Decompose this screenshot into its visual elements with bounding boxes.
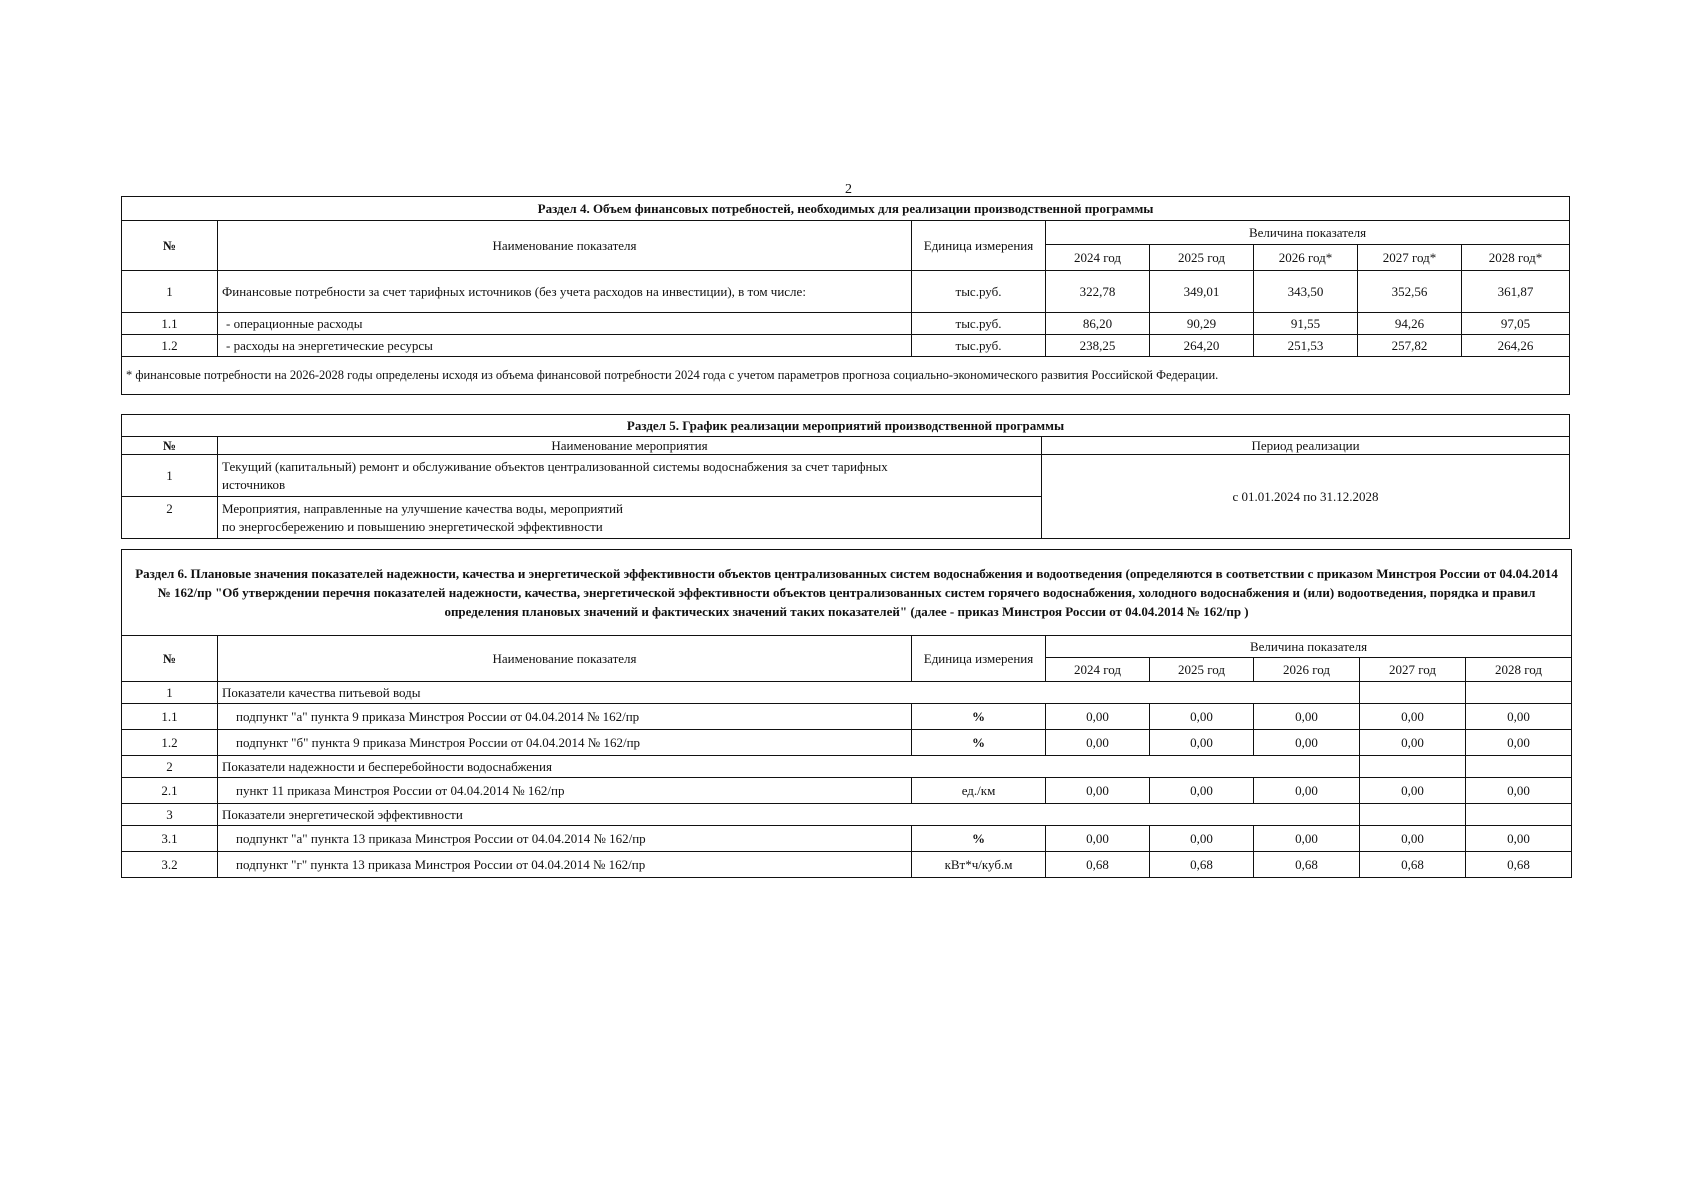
row-value: 0,00 <box>1466 778 1572 804</box>
col-name-header: Наименование показателя <box>218 221 912 271</box>
group-row <box>122 804 1572 826</box>
year-header: 2025 год <box>1150 658 1254 682</box>
row-value: 0,00 <box>1046 730 1150 756</box>
col-number-header: № <box>122 636 218 682</box>
row-value: 264,20 <box>1150 335 1254 357</box>
row-name: - операционные расходы <box>218 313 912 335</box>
table-row <box>122 271 1570 313</box>
row-value: 0,00 <box>1254 826 1360 852</box>
col-period-header: Период реализации <box>1042 437 1570 455</box>
row-name: пункт 11 приказа Минстроя России от 04.04.2014 № 162/пр <box>218 778 912 804</box>
row-value: 0,68 <box>1466 852 1572 878</box>
row-name-line: Текущий (капитальный) ремонт и обслуживание объектов централизованной системы водоснабжения за счет тарифных <box>222 458 888 474</box>
row-value: 0,00 <box>1150 778 1254 804</box>
implementation-period: с 01.01.2024 по 31.12.2028 <box>1042 455 1570 539</box>
empty-cell <box>1466 682 1572 704</box>
row-number: 1 <box>122 455 218 497</box>
section4-footnote: * финансовые потребности на 2026-2028 годы определены исходя из объема финансовой потребности 2024 года с учетом параметров прогноза социально-экономического развития Российской Федерации. <box>122 357 1570 395</box>
table-row <box>122 704 1572 730</box>
section6-table <box>121 549 1572 878</box>
section5-title: Раздел 5. График реализации мероприятий производственной программы <box>122 415 1570 437</box>
col-number-header: № <box>122 221 218 271</box>
group-number: 1 <box>122 682 218 704</box>
row-value: 0,68 <box>1360 852 1466 878</box>
row-value: 343,50 <box>1254 271 1358 313</box>
row-value: 0,00 <box>1466 730 1572 756</box>
col-unit-header: Единица измерения <box>912 636 1046 682</box>
empty-cell <box>1360 756 1466 778</box>
group-row <box>122 756 1572 778</box>
row-value: 0,00 <box>1466 704 1572 730</box>
row-name-line: Мероприятия, направленные на улучшение качества воды, мероприятий <box>222 500 623 516</box>
row-value: 0,00 <box>1150 704 1254 730</box>
row-value: 97,05 <box>1462 313 1570 335</box>
row-number: 1 <box>122 271 218 313</box>
page-number: 2 <box>845 182 852 197</box>
group-number: 2 <box>122 756 218 778</box>
group-name: Показатели энергетической эффективности <box>218 804 1360 826</box>
year-header: 2028 год <box>1466 658 1572 682</box>
year-header: 2024 год <box>1046 658 1150 682</box>
row-name <box>218 497 1042 539</box>
row-unit: тыс.руб. <box>912 271 1046 313</box>
row-value: 322,78 <box>1046 271 1150 313</box>
year-header: 2024 год <box>1046 245 1150 271</box>
row-name: Финансовые потребности за счет тарифных источников (без учета расходов на инвестиции), в том числе: <box>218 271 912 313</box>
row-value: 361,87 <box>1462 271 1570 313</box>
row-number: 1.2 <box>122 730 218 756</box>
row-value: 86,20 <box>1046 313 1150 335</box>
table-row <box>122 826 1572 852</box>
row-number: 3.1 <box>122 826 218 852</box>
row-unit: % <box>912 826 1046 852</box>
row-name: - расходы на энергетические ресурсы <box>218 335 912 357</box>
row-value: 0,00 <box>1046 826 1150 852</box>
year-header: 2028 год* <box>1462 245 1570 271</box>
row-name: подпункт "г" пункта 13 приказа Минстроя России от 04.04.2014 № 162/пр <box>218 852 912 878</box>
row-unit: % <box>912 704 1046 730</box>
empty-cell <box>1466 756 1572 778</box>
row-value: 0,00 <box>1360 730 1466 756</box>
row-number: 1.2 <box>122 335 218 357</box>
row-value: 90,29 <box>1150 313 1254 335</box>
table-row <box>122 313 1570 335</box>
group-name: Показатели надежности и бесперебойности водоснабжения <box>218 756 1360 778</box>
col-value-header: Величина показателя <box>1046 221 1570 245</box>
row-value: 0,00 <box>1254 730 1360 756</box>
col-name-header: Наименование показателя <box>218 636 912 682</box>
row-value: 0,68 <box>1150 852 1254 878</box>
section6-title: Раздел 6. Плановые значения показателей надежности, качества и энергетической эффективности объектов централизованных систем водоснабжения и водоотведения (определяются в соответствии с приказом Минстроя России от 04.04.2014 № 162/пр "Об утверждении перечня показателей надежности, качества, энергетической эффективности объектов централизованных систем горячего водоснабжения, холодного водоснабжения и (или) водоотведения, порядка и правил определения плановых значений и фактических значений таких показателей" (далее - приказ Минстроя России от 04.04.2014 № 162/пр ) <box>122 550 1572 636</box>
row-value: 0,00 <box>1360 826 1466 852</box>
col-number-header: № <box>122 437 218 455</box>
empty-cell <box>1360 682 1466 704</box>
row-value: 349,01 <box>1150 271 1254 313</box>
row-value: 94,26 <box>1358 313 1462 335</box>
table-row <box>122 335 1570 357</box>
row-name-line: источников <box>222 476 286 492</box>
row-value: 0,00 <box>1046 778 1150 804</box>
row-unit: тыс.руб. <box>912 335 1046 357</box>
table-row <box>122 778 1572 804</box>
row-value: 0,00 <box>1254 778 1360 804</box>
row-value: 251,53 <box>1254 335 1358 357</box>
table-row <box>122 730 1572 756</box>
row-value: 0,00 <box>1150 730 1254 756</box>
row-unit: ед./км <box>912 778 1046 804</box>
group-row <box>122 682 1572 704</box>
empty-cell <box>1466 804 1572 826</box>
section4-table <box>121 196 1570 395</box>
row-number: 3.2 <box>122 852 218 878</box>
row-value: 0,00 <box>1360 778 1466 804</box>
row-value: 257,82 <box>1358 335 1462 357</box>
col-unit-header: Единица измерения <box>912 221 1046 271</box>
table-row <box>122 852 1572 878</box>
group-name: Показатели качества питьевой воды <box>218 682 1360 704</box>
row-unit: тыс.руб. <box>912 313 1046 335</box>
row-value: 238,25 <box>1046 335 1150 357</box>
row-value: 91,55 <box>1254 313 1358 335</box>
year-header: 2027 год* <box>1358 245 1462 271</box>
row-unit: кВт*ч/куб.м <box>912 852 1046 878</box>
row-value: 0,68 <box>1046 852 1150 878</box>
row-name: подпункт "а" пункта 9 приказа Минстроя России от 04.04.2014 № 162/пр <box>218 704 912 730</box>
table-row <box>122 455 1570 497</box>
row-value: 0,00 <box>1254 704 1360 730</box>
row-name: подпункт "б" пункта 9 приказа Минстроя России от 04.04.2014 № 162/пр <box>218 730 912 756</box>
year-header: 2027 год <box>1360 658 1466 682</box>
row-number: 2.1 <box>122 778 218 804</box>
row-name <box>218 455 1042 497</box>
row-value: 0,00 <box>1150 826 1254 852</box>
col-name-header: Наименование мероприятия <box>218 437 1042 455</box>
section5-table <box>121 414 1570 539</box>
row-number: 1.1 <box>122 313 218 335</box>
row-number: 1.1 <box>122 704 218 730</box>
empty-cell <box>1360 804 1466 826</box>
row-name: подпункт "а" пункта 13 приказа Минстроя России от 04.04.2014 № 162/пр <box>218 826 912 852</box>
group-number: 3 <box>122 804 218 826</box>
row-number: 2 <box>122 497 218 539</box>
year-header: 2025 год <box>1150 245 1254 271</box>
section4-title: Раздел 4. Объем финансовых потребностей, необходимых для реализации производственной программы <box>122 197 1570 221</box>
col-value-header: Величина показателя <box>1046 636 1572 658</box>
row-value: 0,00 <box>1360 704 1466 730</box>
row-value: 0,00 <box>1466 826 1572 852</box>
year-header: 2026 год <box>1254 658 1360 682</box>
row-value: 264,26 <box>1462 335 1570 357</box>
year-header: 2026 год* <box>1254 245 1358 271</box>
row-unit: % <box>912 730 1046 756</box>
row-value: 0,00 <box>1046 704 1150 730</box>
row-name-line: по энергосбережению и повышению энергетической эффективности <box>222 518 603 534</box>
row-value: 0,68 <box>1254 852 1360 878</box>
row-value: 352,56 <box>1358 271 1462 313</box>
